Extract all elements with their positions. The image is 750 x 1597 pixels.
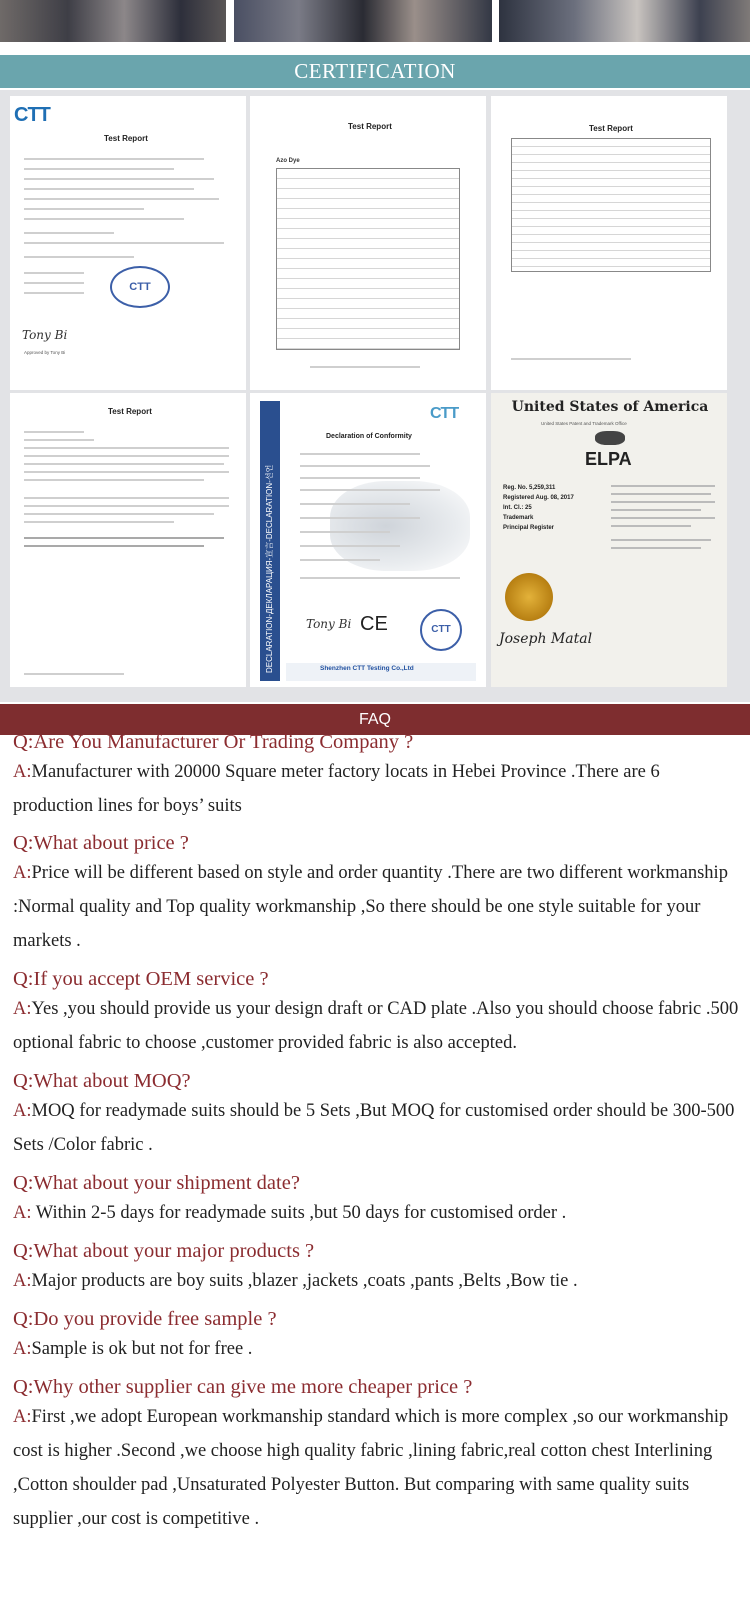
faq-answer xyxy=(13,1196,743,1230)
question-text: If you accept OEM service ? xyxy=(33,968,269,990)
text-line xyxy=(24,292,84,294)
faq-question xyxy=(13,832,743,855)
q-prefix: Q: xyxy=(13,1070,34,1092)
certification-banner xyxy=(0,55,750,88)
faq-question xyxy=(13,1070,743,1093)
certificate-test-report-2 xyxy=(250,96,486,390)
a-prefix: A: xyxy=(13,762,32,782)
text-line xyxy=(24,272,84,274)
text-line xyxy=(24,537,224,539)
reg-date: Registered Aug. 08, 2017 xyxy=(503,495,574,501)
text-line xyxy=(300,531,390,533)
faq-item xyxy=(13,1308,743,1366)
text-line xyxy=(24,673,124,675)
text-line xyxy=(24,431,84,433)
certificate-title: Test Report xyxy=(348,122,392,131)
ctt-logo: CTT xyxy=(430,405,459,422)
ctt-stamp: CTT xyxy=(420,609,462,651)
trademark-brand: ELPA xyxy=(585,449,632,469)
a-prefix: A: xyxy=(13,1339,32,1359)
text-line xyxy=(310,366,420,368)
text-line xyxy=(611,493,711,495)
answer-text: Manufacturer with 20000 Square meter factory locats in Hebei Province .There are 6 production lines for boys’ suits xyxy=(13,762,660,816)
answer-text: Yes ,you should provide us your design draft or CAD plate .Also you should choose fabric .500 optional fabric to choose ,customer provided fabric is also accepted. xyxy=(13,999,739,1053)
text-line xyxy=(24,178,214,180)
faq-question xyxy=(13,731,743,754)
gold-seal xyxy=(505,573,553,621)
answer-text: Within 2-5 days for readymade suits ,but 50 days for customised order . xyxy=(31,1203,567,1223)
answer-text: Sample is ok but not for free . xyxy=(31,1339,253,1359)
question-text: What about your major products ? xyxy=(33,1240,315,1262)
faq-item xyxy=(13,731,743,823)
certificate-title: Test Report xyxy=(104,134,148,143)
factory-photo-3 xyxy=(499,0,750,42)
text-line xyxy=(300,477,420,479)
text-line xyxy=(24,188,194,190)
factory-photo-2 xyxy=(234,0,492,42)
text-line xyxy=(24,471,229,473)
q-prefix: Q: xyxy=(13,968,34,990)
answer-text: Major products are boy suits ,blazer ,jackets ,coats ,pants ,Belts ,Bow tie . xyxy=(31,1271,578,1291)
reg-no: Reg. No. 5,259,311 xyxy=(503,485,556,491)
faq-item xyxy=(13,1172,743,1230)
q-prefix: Q: xyxy=(13,731,34,753)
principal-register: Principal Register xyxy=(503,525,555,531)
text-line xyxy=(611,501,715,503)
text-line xyxy=(611,547,701,549)
ctt-stamp: CTT xyxy=(110,266,170,308)
declaration-side-text: DECLARATION-ДЕКЛАРАЦИЯ-宣言-DECLARATION-선언 xyxy=(265,464,274,673)
faq-item xyxy=(13,1070,743,1162)
faq-answer xyxy=(13,1400,743,1536)
a-prefix: A: xyxy=(13,1203,32,1223)
text-line xyxy=(300,489,440,491)
a-prefix: A: xyxy=(13,999,32,1019)
approved-by: Approved by Tony Bi xyxy=(24,350,66,355)
faq-answer xyxy=(13,856,743,958)
text-line xyxy=(24,208,144,210)
int-cl: Int. Cl.: 25 xyxy=(503,505,532,511)
question-text: What about MOQ? xyxy=(33,1070,191,1092)
text-line xyxy=(24,158,204,160)
text-line xyxy=(24,497,229,499)
faq-item xyxy=(13,1376,743,1536)
text-line xyxy=(300,559,380,561)
text-line xyxy=(24,545,204,547)
text-line xyxy=(24,479,204,481)
answer-text: First ,we adopt European workmanship standard which is more complex ,so our workmanship cost is higher .Second ,we choose high quality fabric ,lining fabric,real cotton chest Interlining ,Cotton shoulder pad ,Unsaturated Polyester Button. But comparing with same quality suits supplier ,our cost is competitive . xyxy=(13,1407,729,1529)
certificate-test-report-4 xyxy=(10,393,246,687)
trademark-signature: Joseph Matal xyxy=(499,631,593,647)
declaration-of-conformity xyxy=(250,393,486,687)
results-table xyxy=(276,168,460,350)
text-line xyxy=(611,525,691,527)
faq-question xyxy=(13,1172,743,1195)
q-prefix: Q: xyxy=(13,832,34,854)
a-prefix: A: xyxy=(13,1271,32,1291)
question-text: Why other supplier can give me more cheaper price ? xyxy=(33,1376,473,1398)
text-line xyxy=(300,503,410,505)
text-line xyxy=(24,168,174,170)
trademark-subtitle: United States Patent and Trademark Office xyxy=(541,421,627,426)
certificate-title: Test Report xyxy=(589,124,633,133)
faq-answer xyxy=(13,992,743,1060)
faq-question xyxy=(13,1240,743,1263)
trademark-registration xyxy=(491,393,727,687)
certificate-title: Test Report xyxy=(108,407,152,416)
signature: Tony Bi xyxy=(22,328,68,342)
certificate-title: Declaration of Conformity xyxy=(326,433,412,440)
text-line xyxy=(24,256,134,258)
text-line xyxy=(24,282,84,284)
faq-answer xyxy=(13,1264,743,1298)
text-line xyxy=(24,232,114,234)
faq-question xyxy=(13,968,743,991)
faq-answer xyxy=(13,1094,743,1162)
text-line xyxy=(24,513,214,515)
a-prefix: A: xyxy=(13,1407,32,1427)
faq-answer xyxy=(13,1332,743,1366)
faq-title: FAQ xyxy=(358,711,391,728)
q-prefix: Q: xyxy=(13,1240,34,1262)
question-text: What about your shipment date? xyxy=(33,1172,300,1194)
trademark-type: Trademark xyxy=(503,515,534,521)
question-text: Are You Manufacturer Or Trading Company ? xyxy=(33,731,414,753)
trademark-title: United States of America xyxy=(511,399,709,415)
text-line xyxy=(611,485,715,487)
text-line xyxy=(300,465,430,467)
text-line xyxy=(611,539,711,541)
certificate-gallery xyxy=(0,90,750,702)
ce-mark: CE xyxy=(360,613,388,635)
text-line xyxy=(300,545,400,547)
eagle-emblem xyxy=(595,431,625,445)
q-prefix: Q: xyxy=(13,1172,34,1194)
text-line xyxy=(24,505,229,507)
text-line xyxy=(24,455,229,457)
faq-item xyxy=(13,968,743,1060)
question-text: Do you provide free sample ? xyxy=(33,1308,277,1330)
question-text: What about price ? xyxy=(33,832,189,854)
text-line xyxy=(611,517,715,519)
text-line xyxy=(300,517,420,519)
declaration-footer: Shenzhen CTT Testing Co.,Ltd xyxy=(320,665,414,672)
q-prefix: Q: xyxy=(13,1308,34,1330)
certification-title: CERTIFICATION xyxy=(294,59,456,83)
text-line xyxy=(24,463,224,465)
a-prefix: A: xyxy=(13,1101,32,1121)
faq-item xyxy=(13,1240,743,1298)
text-line xyxy=(24,521,174,523)
factory-photo-1 xyxy=(0,0,226,42)
faq-question xyxy=(13,1308,743,1331)
text-line xyxy=(611,509,701,511)
signature: Tony Bi xyxy=(306,617,352,631)
text-line xyxy=(300,453,420,455)
faq-question xyxy=(13,1376,743,1399)
results-table xyxy=(511,138,711,272)
text-line xyxy=(300,577,460,579)
text-line xyxy=(24,198,219,200)
answer-text: MOQ for readymade suits should be 5 Sets ,But MOQ for customised order should be 300-500 Sets /Color fabric . xyxy=(13,1101,735,1155)
text-line xyxy=(24,447,229,449)
faq-item xyxy=(13,832,743,958)
answer-text: Price will be different based on style and order quantity .There are two different workmanship :Normal quality and Top quality workmanship ,So there should be one style suitable for your markets . xyxy=(13,863,728,951)
text-line xyxy=(24,218,184,220)
ctt-logo: CTT xyxy=(14,104,50,126)
a-prefix: A: xyxy=(13,863,32,883)
text-line xyxy=(24,242,224,244)
certificate-subtitle: Azo Dye xyxy=(276,158,300,164)
certificate-test-report-3 xyxy=(491,96,727,390)
text-line xyxy=(511,358,631,360)
world-map xyxy=(330,481,470,571)
text-line xyxy=(24,439,94,441)
photo-strip xyxy=(0,0,750,42)
q-prefix: Q: xyxy=(13,1376,34,1398)
faq-answer xyxy=(13,755,743,823)
certificate-test-report-1 xyxy=(10,96,246,390)
